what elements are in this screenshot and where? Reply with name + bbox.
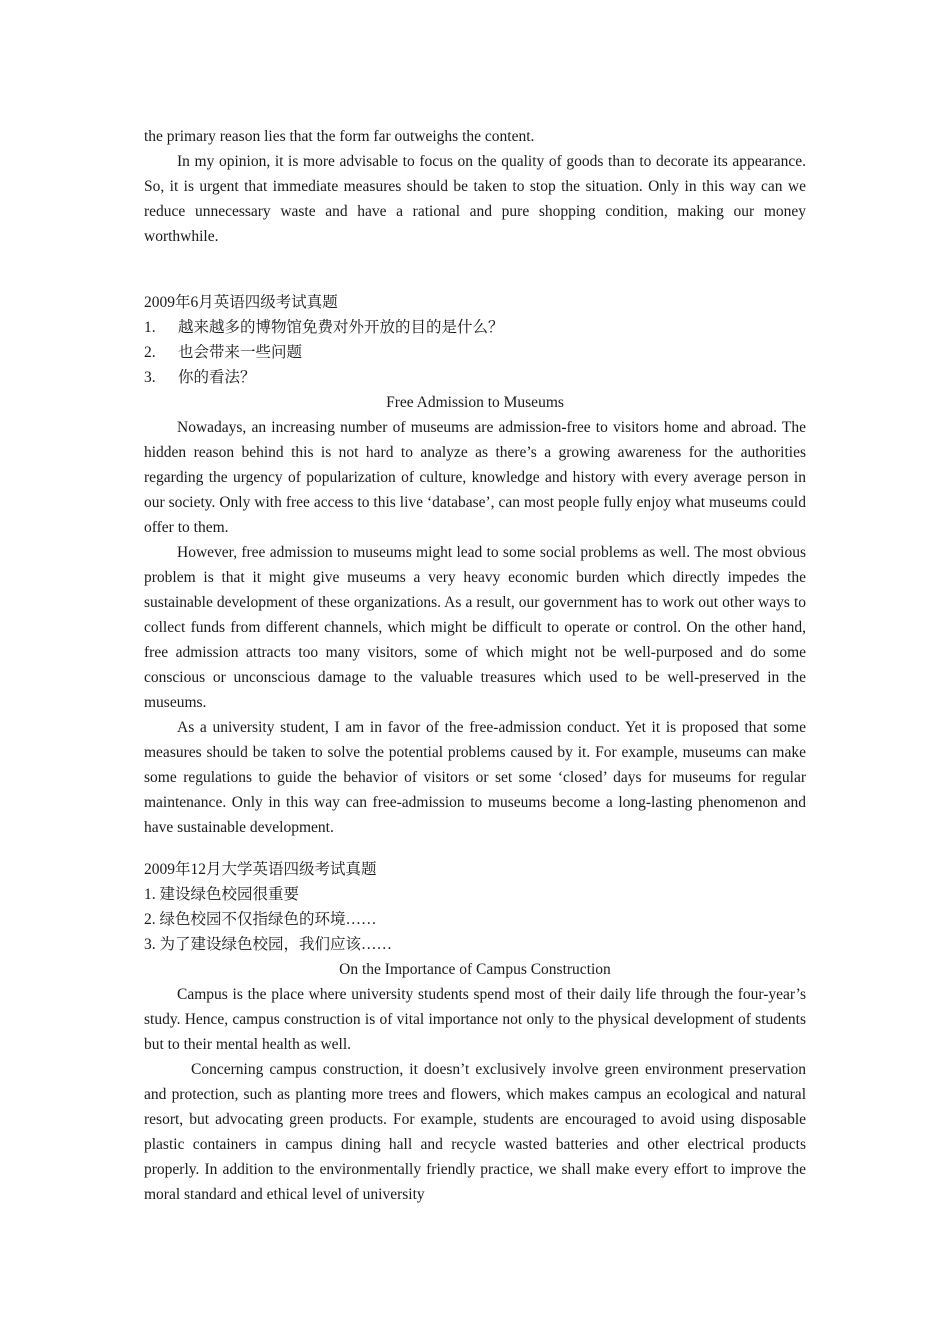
prompt-number: 1. [144,319,156,336]
prompt-text: 越来越多的博物馆免费对外开放的目的是什么？ [178,319,504,336]
prompt-item: 1. 建设绿色校园很重要 [144,886,300,903]
prompt-item [144,315,806,340]
section-heading-2009-december: 2009年12月大学英语四级考试真题 [144,861,377,878]
prompt-item: 2. 绿色校园不仅指绿色的环境…… [144,911,377,928]
section-heading-2009-june: 2009年6月英语四级考试真题 [144,294,338,311]
prompt-item: 3. 为了建设绿色校园，我们应该…… [144,936,393,953]
prompt-item [144,340,806,365]
essay-paragraph: Campus is the place where university students spend most of their daily life through the four-year’s study. Hence, campus construction is of vital importance not only to the physical development of students but to their mental health as well. [144,986,806,1053]
essay-paragraph: Nowadays, an increasing number of museums are admission-free to visitors home and abroad. The hidden reason behind this is not hard to analyze as there’s a growing awareness for the authorities regarding the urgency of popularization of culture, knowledge and history with every average person in our society. Only with free access to this live ‘database’, can most people fully enjoy what museums could offer to them. [144,419,806,536]
essay-paragraph: However, free admission to museums might lead to some social problems as well. The most obvious problem is that it might give museums a very heavy economic burden which directly impedes the sustainable development of these organizations. As a result, our government has to work out other ways to collect funds from different channels, which might be difficult to operate or control. On the other hand, free admission attracts too many visitors, some of which might not be well-purposed and do some conscious or unconscious damage to the valuable treasures which used to be well-preserved in the museums. [144,544,806,711]
essay-conclusion-paragraph: In my opinion, it is more advisable to focus on the quality of goods than to decorate its appearance. So, it is urgent that immediate measures should be taken to stop the situation. Only in this way can we reduce unnecessary waste and have a rational and pure shopping condition, making our money worthwhile. [144,153,806,245]
essay-title-campus: On the Importance of Campus Construction [339,961,611,978]
page-content [144,124,806,1207]
prompt-text: 也会带来一些问题 [178,344,303,361]
prompt-item [144,365,806,390]
essay-tail-line: the primary reason lies that the form far outweighs the content. [144,128,535,145]
prompt-text: 你的看法？ [178,369,256,386]
essay-title-museums: Free Admission to Museums [386,394,564,411]
section-spacer [144,840,806,857]
prompt-number: 2. [144,344,156,361]
prompt-number: 3. [144,369,156,386]
essay-paragraph: Concerning campus construction, it doesn’t exclusively involve green environment preservation and protection, such as planting more trees and flowers, which makes campus an ecological and natural resort, but advocating green products. For example, students are encouraged to avoid using disposable plastic containers in campus dining hall and recycle wasted batteries and other electrical products properly. In addition to the environmentally friendly practice, we shall make every effort to improve the moral standard and ethical level of university [144,1061,806,1203]
essay-paragraph: As a university student, I am in favor of the free-admission conduct. Yet it is proposed that some measures should be taken to solve the potential problems caused by it. For example, museums can make some regulations to guide the behavior of visitors or set some ‘closed’ days for museums for regular maintenance. Only in this way can free-admission to museums become a long-lasting phenomenon and have sustainable development. [144,719,806,836]
section-spacer [144,249,806,290]
